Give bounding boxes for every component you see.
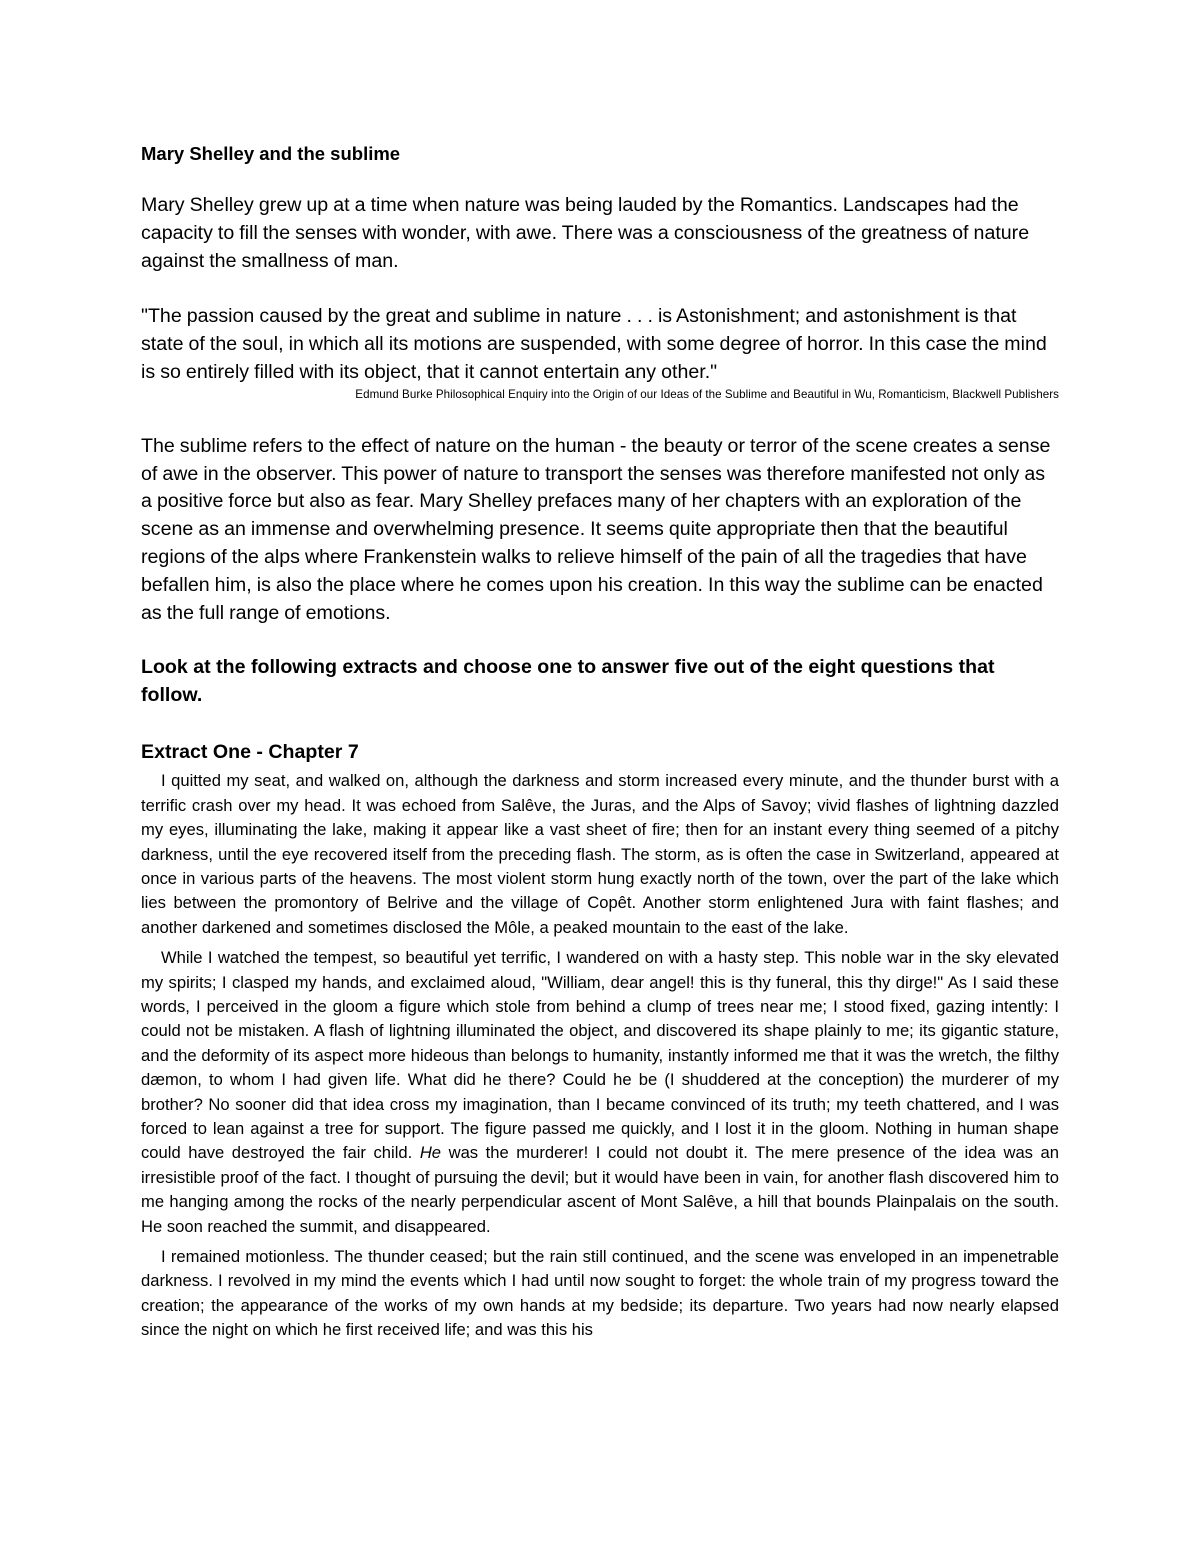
extract-paragraph-2 [141, 946, 1059, 1239]
extract-paragraph-3: I remained motionless. The thunder ceased; but the rain still continued, and the scene was enveloped in an impenetrable darkness. I revolved in my mind the events which I had until now sought to forget: the whole train of my progress toward the creation; the appearance of the works of my own hands at my bedside; its departure. Two years had now nearly elapsed since the night on which he first received life; and was this his [141, 1247, 1059, 1340]
extract-paragraph-2-part-2: was the murderer! I could not doubt it. The mere presence of the idea was an irresistible proof of the fact. I thought of pursuing the devil; but it would have been in vain, for another flash discovered him to me hanging among the rocks of the nearly perpendicular ascent of Mont Salêve, a hill that bounds Plainpalais on the south. He soon reached the summit, and disappeared. [141, 1143, 1060, 1236]
intro-paragraph: Mary Shelley grew up at a time when nature was being lauded by the Romantics. Landscapes had the capacity to fill the senses with wonder, with awe. There was a consciousness of the greatness of nature against the smallness of man. [141, 194, 1030, 272]
extract-heading: Extract One - Chapter 7 [141, 741, 359, 764]
sublime-paragraph: The sublime refers to the effect of nature on the human - the beauty or terror of the scene creates a sense of awe in the observer. This power of nature to transport the senses was therefore manifested not only as a positive force but also as fear. Mary Shelley prefaces many of her chapters with an exploration of the scene as an immense and overwhelming presence. It seems quite appropriate then that the beautiful regions of the alps where Frankenstein walks to relieve himself of the pain of all the tragedies that have befallen him, is also the place where he comes upon his creation. In this way the sublime can be enacted as the full range of emotions. [141, 434, 1051, 624]
extract-paragraph-2-part-1: While I watched the tempest, so beautiful yet terrific, I wandered on with a hasty step. This noble war in the sky elevated my spirits; I clasped my hands, and exclaimed aloud, "William, dear angel! this is thy funeral, this thy dirge!" As I said these words, I perceived in the gloom a figure which stole from behind a clump of trees near me; I stood fixed, gazing intently: I could not be mistaken. A flash of lightning illuminated the object, and discovered its shape plainly to me; its gigantic stature, and the deformity of its aspect more hideous than belongs to humanity, instantly informed me that it was the wretch, the filthy dæmon, to whom I had given life. What did he there? Could he be (I shuddered at the conception) the murderer of my brother? No sooner did that idea cross my imagination, than I became convinced of its truth; my teeth chattered, and I was forced to lean against a tree for support. The figure passed me quickly, and I lost it in the gloom. Nothing in human shape could have destroyed the fair child. [141, 948, 1059, 1163]
document-page [141, 142, 1059, 1349]
extract-paragraph-1: I quitted my seat, and walked on, although the darkness and storm increased every minute, and the thunder burst with a terrific crash over my head. It was echoed from Salêve, the Juras, and the Alps of Savoy; vivid flashes of lightning dazzled my eyes, illuminating the lake, making it appear like a vast sheet of fire; then for an instant every thing seemed of a pitchy darkness, until the eye recovered itself from the preceding flash. The storm, as is often the case in Switzerland, appeared at once in various parts of the heavens. The most violent storm hung exactly north of the town, over the part of the lake which lies between the promontory of Belrive and the village of Copêt. Another storm enlightened Jura with faint flashes; and another darkened and sometimes disclosed the Môle, a peaked mountain to the east of the lake. [141, 771, 1059, 937]
instruction-heading: Look at the following extracts and choose one to answer five out of the eight questions that follow. [141, 656, 995, 707]
document-title: Mary Shelley and the sublime [141, 143, 401, 164]
quote-citation: Edmund Burke Philosophical Enquiry into the Origin of our Ideas of the Sublime and Beautiful in Wu, Romanticism, Blackwell Publishers [355, 387, 1059, 401]
burke-quote: "The passion caused by the great and sublime in nature . . . is Astonishment; and astonishment is that state of the soul, in which all its motions are suspended, with some degree of horror. In this case the mind is so entirely filled with its object, that it cannot entertain any other." [141, 305, 1047, 383]
emphasized-word: He [419, 1143, 442, 1163]
